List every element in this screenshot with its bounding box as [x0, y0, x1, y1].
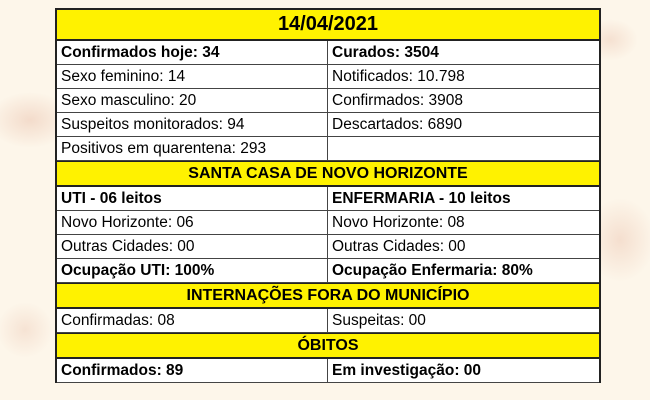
- table-row: [57, 89, 599, 113]
- obitos-investigacao: Em investigação: 00: [332, 362, 482, 379]
- uti-novo-horizonte: Novo Horizonte: 06: [57, 211, 328, 234]
- table-row: [57, 113, 599, 137]
- table-row: [57, 309, 599, 333]
- internacoes-confirmadas: Confirmadas: 08: [57, 309, 328, 332]
- confirmados-total: Confirmados: 3908: [332, 92, 463, 109]
- enfermaria-ocupacao: Ocupação Enfermaria: 80%: [332, 262, 533, 279]
- enfermaria-novo-horizonte: Novo Horizonte: 08: [332, 214, 465, 231]
- uti-header: UTI - 06 leitos: [57, 187, 328, 210]
- table-row: [57, 65, 599, 89]
- uti-outras-cidades: Outras Cidades: 00: [57, 235, 328, 258]
- sexo-masculino: Sexo masculino: 20: [57, 89, 328, 112]
- table-row: [57, 235, 599, 259]
- confirmados-hoje: Confirmados hoje: 34: [57, 41, 328, 64]
- table-row: [57, 137, 599, 161]
- obitos-confirmados: Confirmados: 89: [57, 359, 328, 382]
- section-internacoes: INTERNAÇÕES FORA DO MUNICÍPIO: [57, 283, 599, 309]
- covid-bulletin-table: [55, 8, 601, 383]
- table-row: [57, 211, 599, 235]
- table-row: [57, 41, 599, 65]
- table-row: [57, 259, 599, 283]
- internacoes-suspeitas: Suspeitas: 00: [332, 312, 426, 329]
- curados: Curados: 3504: [332, 44, 439, 61]
- enfermaria-outras-cidades: Outras Cidades: 00: [332, 238, 466, 255]
- uti-ocupacao: Ocupação UTI: 100%: [57, 259, 328, 282]
- sexo-feminino: Sexo feminino: 14: [57, 65, 328, 88]
- table-row: [57, 187, 599, 211]
- notificados: Notificados: 10.798: [332, 68, 465, 85]
- suspeitos-monitorados: Suspeitos monitorados: 94: [57, 113, 328, 136]
- section-santa-casa: SANTA CASA DE NOVO HORIZONTE: [57, 161, 599, 187]
- table-row: [57, 359, 599, 383]
- positivos-quarentena: Positivos em quarentena: 293: [57, 137, 328, 160]
- enfermaria-header: ENFERMARIA - 10 leitos: [332, 190, 511, 207]
- descartados: Descartados: 6890: [332, 116, 463, 133]
- bulletin-date: 14/04/2021: [57, 10, 599, 41]
- section-obitos: ÓBITOS: [57, 333, 599, 359]
- empty-cell: [328, 137, 599, 160]
